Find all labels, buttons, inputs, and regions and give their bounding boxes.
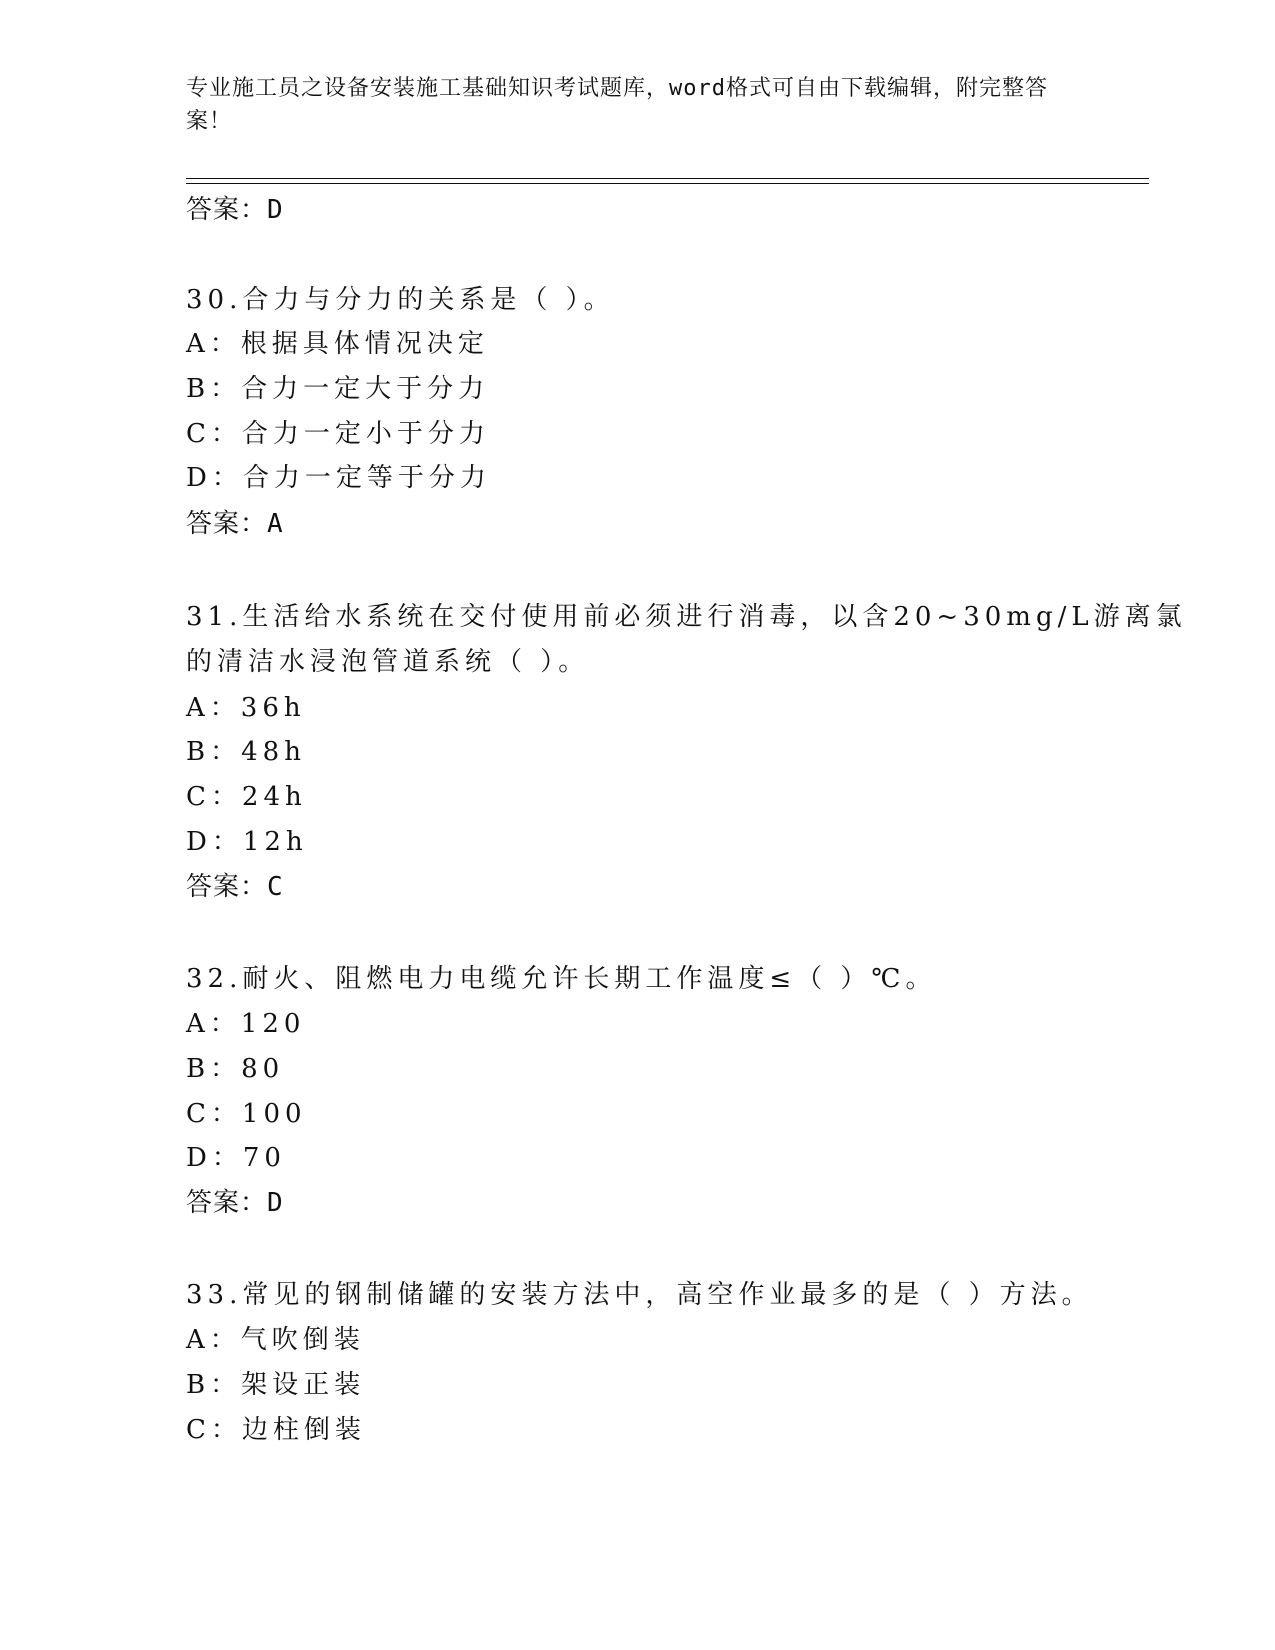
option-text: 70 xyxy=(242,1143,286,1173)
question-32-option-b xyxy=(186,1052,284,1086)
option-letter: A： xyxy=(186,693,241,723)
option-letter: B： xyxy=(186,737,242,767)
question-31-answer: 答案：C xyxy=(186,872,284,902)
question-32-option-c xyxy=(186,1097,307,1131)
question-31-stem-line-1: 31.生活给水系统在交付使用前必须进行消毒，以含20~30mg/L游离氯 xyxy=(186,602,1187,632)
option-letter: C： xyxy=(186,782,242,812)
question-31-option-c xyxy=(186,780,307,814)
question-31-option-a xyxy=(186,691,306,725)
option-text: 48h xyxy=(241,737,306,767)
question-30-answer: 答案：A xyxy=(186,509,284,539)
option-letter: A： xyxy=(186,1325,241,1355)
option-text: 100 xyxy=(241,1099,307,1129)
option-text: 边柱倒装 xyxy=(241,1415,366,1445)
question-31-option-b xyxy=(186,735,306,769)
option-letter: D： xyxy=(186,463,243,493)
question-32-stem: 32.耐火、阻燃电力电缆允许长期工作温度≤（ ）℃。 xyxy=(186,964,937,994)
option-text: 80 xyxy=(241,1054,285,1084)
question-33-stem: 33.常见的钢制储罐的安装方法中，高空作业最多的是（ ）方法。 xyxy=(186,1280,1093,1310)
header-divider-bottom xyxy=(186,183,1149,184)
question-33-option-b xyxy=(186,1368,365,1402)
option-text: 36h xyxy=(240,693,306,723)
question-30-stem: 30.合力与分力的关系是（ ）。 xyxy=(186,285,615,315)
option-letter: B： xyxy=(186,374,242,404)
option-text: 12h xyxy=(242,827,308,857)
question-32-answer: 答案：D xyxy=(186,1188,284,1218)
option-letter: D： xyxy=(186,827,243,857)
option-letter: C： xyxy=(186,1099,242,1129)
question-30-option-c xyxy=(186,417,490,451)
question-31-option-d xyxy=(186,825,308,859)
question-30-option-a xyxy=(186,327,489,361)
option-letter: B： xyxy=(186,1054,242,1084)
header-divider-top xyxy=(186,178,1149,179)
option-letter: B： xyxy=(186,1370,242,1400)
header-note: 专业施工员之设备安装施工基础知识考试题库，word格式可自由下载编辑，附完整答案！ xyxy=(186,76,1048,134)
question-32-option-a xyxy=(186,1007,305,1041)
option-text: 气吹倒装 xyxy=(240,1325,365,1355)
option-letter: D： xyxy=(186,1143,243,1173)
option-text: 120 xyxy=(240,1009,306,1039)
option-text: 24h xyxy=(241,782,307,812)
question-31-stem-line-2: 的清洁水浸泡管道系统（ ）。 xyxy=(186,647,590,677)
option-letter: C： xyxy=(186,1415,242,1445)
option-letter: A： xyxy=(186,329,241,359)
previous-answer: 答案：D xyxy=(186,195,284,225)
question-33-option-a xyxy=(186,1323,365,1357)
option-text: 架设正装 xyxy=(241,1370,366,1400)
option-text: 合力一定小于分力 xyxy=(241,419,490,449)
option-text: 根据具体情况决定 xyxy=(240,329,489,359)
option-letter: C： xyxy=(186,419,242,449)
question-30-option-d xyxy=(186,461,491,495)
option-text: 合力一定等于分力 xyxy=(242,463,491,493)
question-33-option-c xyxy=(186,1413,366,1447)
option-letter: A： xyxy=(186,1009,241,1039)
question-30-option-b xyxy=(186,372,489,406)
option-text: 合力一定大于分力 xyxy=(241,374,490,404)
question-32-option-d xyxy=(186,1141,286,1175)
